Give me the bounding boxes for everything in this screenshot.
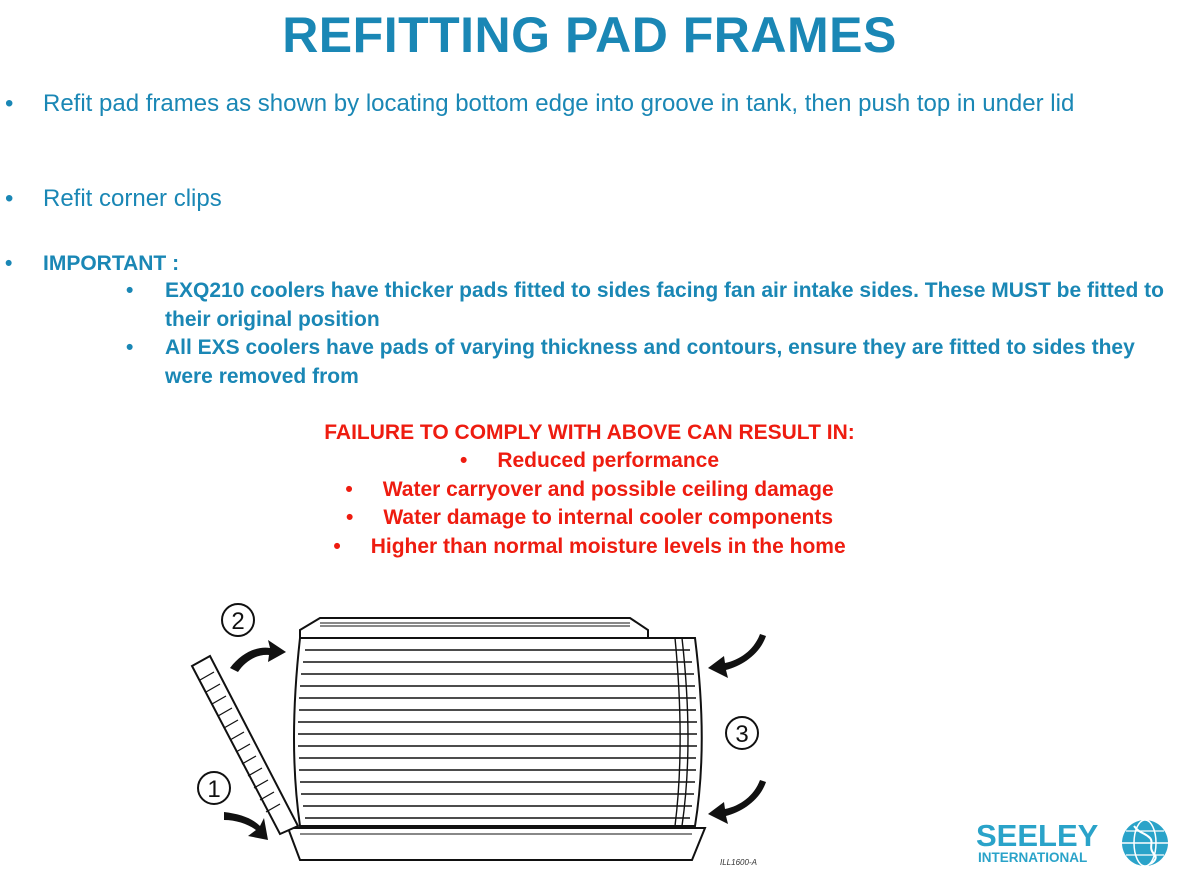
warning-dot: • [333, 535, 341, 558]
cooler-tank [288, 828, 705, 860]
logo-word-international: INTERNATIONAL [978, 850, 1088, 865]
step-label-3: 3 [735, 721, 749, 748]
warning-text: Reduced performance [497, 449, 720, 472]
globe-icon [1122, 820, 1168, 866]
sub-bullet-text: All EXS coolers have pads of varying thickness and contours, ensure they are fitted to sides they were removed from [165, 336, 1135, 388]
bullet-dot: • [5, 185, 14, 212]
warning-item [0, 447, 1179, 476]
warning-heading: FAILURE TO COMPLY WITH ABOVE CAN RESULT IN: [324, 421, 855, 444]
warning-item [0, 533, 1179, 562]
cooler-lid [300, 618, 648, 638]
seeley-logo [970, 812, 1175, 874]
warning-text: Higher than normal moisture levels in the home [370, 535, 846, 558]
step-label-2: 2 [231, 608, 245, 635]
warning-dot: • [346, 506, 354, 529]
cooler-body [294, 638, 702, 826]
warning-dot: • [459, 449, 468, 472]
warning-dot: • [345, 478, 353, 501]
logo-word-seeley: SEELEY [976, 818, 1099, 853]
pad-frame-tilted [192, 656, 298, 834]
illustration-caption: ILL1600-A [720, 858, 757, 867]
bullet-text: Refit corner clips [43, 185, 222, 212]
sub-bullet-text: EXQ210 coolers have thicker pads fitted to sides facing fan air intake sides. These MUST be fitted to their original position [165, 279, 1164, 331]
warning-text: Water damage to internal cooler components [383, 506, 833, 529]
warning-item [0, 476, 1179, 505]
bullet-text: Refit pad frames as shown by locating bottom edge into groove in tank, then push top in under lid [43, 90, 1075, 117]
cooler-illustration [170, 590, 790, 875]
sub-bullet-dot: • [126, 336, 134, 359]
slide-title: REFITTING PAD FRAMES [282, 7, 897, 63]
warning-text: Water carryover and possible ceiling damage [382, 478, 834, 501]
sub-bullet-dot: • [126, 279, 134, 302]
bullet-dot: • [5, 90, 14, 117]
warning-item [0, 504, 1179, 533]
bullet-text: IMPORTANT : [43, 252, 180, 275]
bullet-dot: • [5, 252, 13, 275]
step-label-1: 1 [207, 776, 221, 803]
